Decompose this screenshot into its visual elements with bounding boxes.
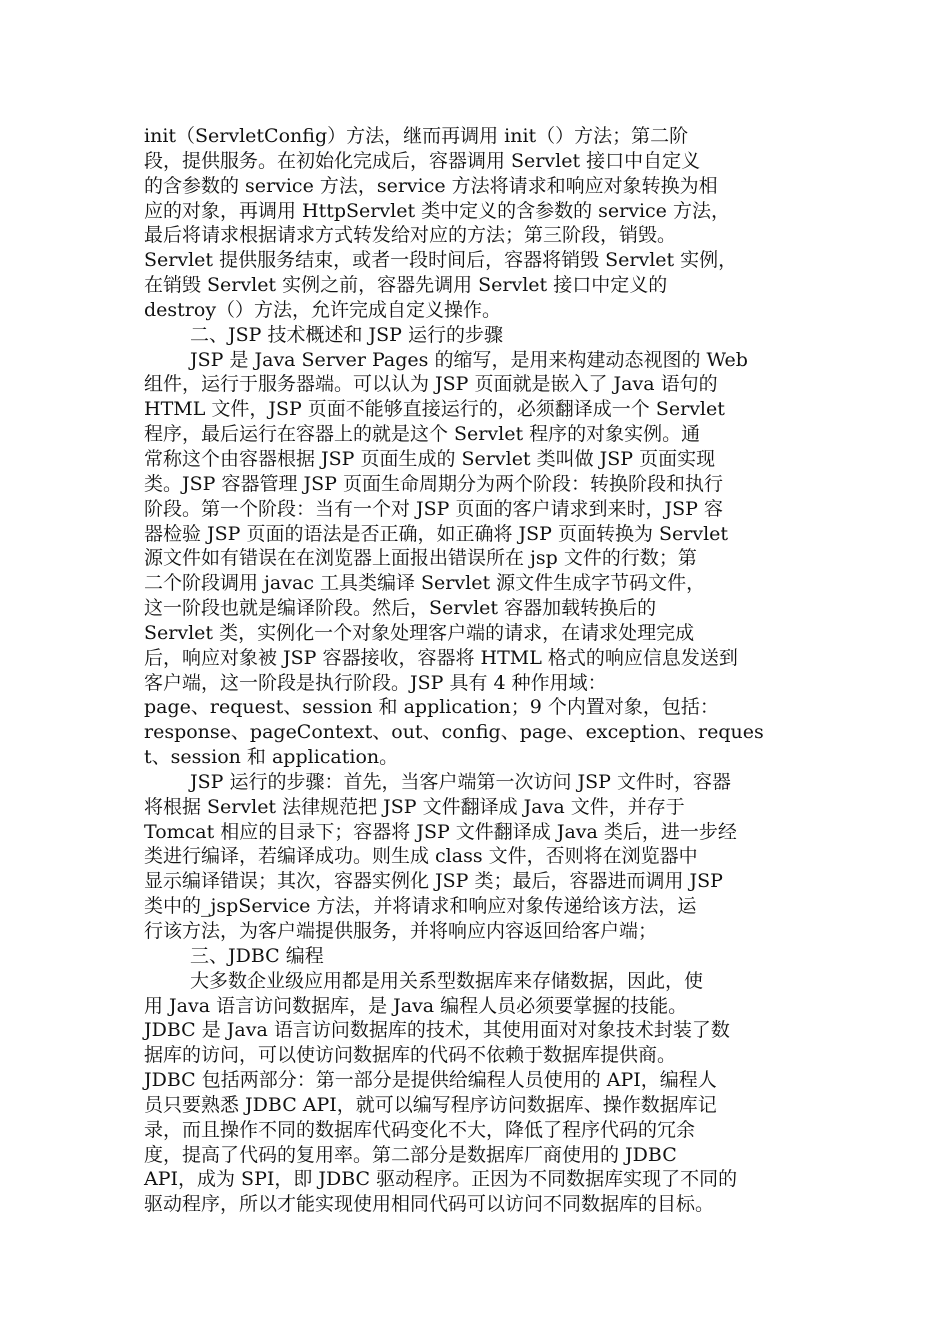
text-line: JSP 运行的步骤：首先，当客户端第一次访问 JSP 文件时，容器 <box>190 770 731 793</box>
text-line: 后，响应对象被 JSP 容器接收，容器将 HTML 格式的响应信息发送到 <box>144 646 738 669</box>
text-line: Servlet 类，实例化一个对象处理客户端的请求，在请求处理完成 <box>144 621 695 644</box>
text-line: 客户端，这一阶段是执行阶段。JSP 具有 4 种作用域： <box>144 671 607 694</box>
text-line: 显示编译错误；其次，容器实例化 JSP 类；最后，容器进而调用 JSP <box>144 870 723 893</box>
text-line: 最后将请求根据请求方式转发给对应的方法；第三阶段，销毁。 <box>144 224 677 247</box>
text-line: 据库的访问，可以使访问数据库的代码不依赖于数据库提供商。 <box>144 1044 677 1067</box>
text-line: 大多数企业级应用都是用关系型数据库来存储数据，因此，使 <box>190 969 704 992</box>
text-line: Servlet 提供服务结束，或者一段时间后，容器将销毁 Servlet 实例， <box>144 249 738 272</box>
text-line: API，成为 SPI，即 JDBC 驱动程序。正因为不同数据库实现了不同的 <box>144 1168 738 1191</box>
text-line: 员只要熟悉 JDBC API，就可以编写程序访问数据库、操作数据库记 <box>144 1093 717 1116</box>
text-line: 阶段。第一个阶段：当有一个对 JSP 页面的客户请求到来时，JSP 容 <box>144 497 723 520</box>
text-line: 类中的_jspService 方法，并将请求和响应对象传递给该方法，运 <box>144 895 697 918</box>
text-line: 类进行编译，若编译成功。则生成 class 文件，否则将在浏览器中 <box>144 845 698 868</box>
text-line: response、pageContext、out、config、page、exception、reques <box>144 721 764 744</box>
text-line: 的含参数的 service 方法，service 方法将请求和响应对象转换为相 <box>144 174 718 197</box>
text-line: JDBC 包括两部分：第一部分是提供给编程人员使用的 API，编程人 <box>144 1069 717 1092</box>
text-line: t、session 和 application。 <box>144 746 399 769</box>
text-line: 将根据 Servlet 法律规范把 JSP 文件翻译成 Java 文件，并存于 <box>144 795 685 818</box>
text-line: 用 Java 语言访问数据库，是 Java 编程人员必须要掌握的技能。 <box>144 994 688 1017</box>
text-line: 这一阶段也就是编译阶段。然后，Servlet 容器加载转换后的 <box>144 597 657 620</box>
text-line: 常称这个由容器根据 JSP 页面生成的 Servlet 类叫做 JSP 页面实现 <box>144 447 716 470</box>
text-line: 源文件如有错误在在浏览器上面报出错误所在 jsp 文件的行数；第 <box>144 547 697 570</box>
text-line: 段，提供服务。在初始化完成后，容器调用 Servlet 接口中自定义 <box>144 149 701 172</box>
text-line: 度，提高了代码的复用率。第二部分是数据库厂商使用的 JDBC <box>144 1143 677 1166</box>
text-line: 在销毁 Servlet 实例之前，容器先调用 Servlet 接口中定义的 <box>144 274 668 297</box>
text-line: 录，而且操作不同的数据库代码变化不大，降低了程序代码的冗余 <box>144 1118 696 1141</box>
text-line: 类。JSP 容器管理 JSP 页面生命周期分为两个阶段：转换阶段和执行 <box>144 472 723 495</box>
text-line: 行该方法，为客户端提供服务，并将响应内容返回给客户端； <box>144 920 658 942</box>
text-line: init（ServletConfig）方法，继而再调用 init（）方法；第二阶 <box>144 125 689 147</box>
text-line: HTML 文件，JSP 页面不能够直接运行的，必须翻译成一个 Servlet <box>144 398 725 421</box>
text-line: 三、JDBC 编程 <box>190 944 324 967</box>
body-text <box>144 124 814 1217</box>
text-line: 组件，运行于服务器端。可以认为 JSP 页面就是嵌入了 Java 语句的 <box>144 373 718 396</box>
text-line: page、request、session 和 application；9 个内置对象，包括： <box>144 696 719 719</box>
text-line: JDBC 是 Java 语言访问数据库的技术，其使用面对对象技术封装了数 <box>144 1019 730 1042</box>
text-line: 驱动程序，所以才能实现使用相同代码可以访问不同数据库的目标。 <box>144 1193 715 1216</box>
text-line: destroy（）方法，允许完成自定义操作。 <box>144 298 502 321</box>
text-line: Tomcat 相应的目录下；容器将 JSP 文件翻译成 Java 类后，进一步经 <box>144 820 737 843</box>
text-line: 二、JSP 技术概述和 JSP 运行的步骤 <box>190 323 503 346</box>
text-line: 器检验 JSP 页面的语法是否正确，如正确将 JSP 页面转换为 Servlet <box>144 522 729 545</box>
text-line: JSP 是 Java Server Pages 的缩写，是用来构建动态视图的 Web <box>190 348 748 371</box>
text-line: 二个阶段调用 javac 工具类编译 Servlet 源文件生成字节码文件， <box>144 572 706 595</box>
text-line: 应的对象，再调用 HttpServlet 类中定义的含参数的 service 方法， <box>144 199 730 222</box>
text-line: 程序，最后运行在容器上的就是这个 Servlet 程序的对象实例。通 <box>144 423 701 446</box>
